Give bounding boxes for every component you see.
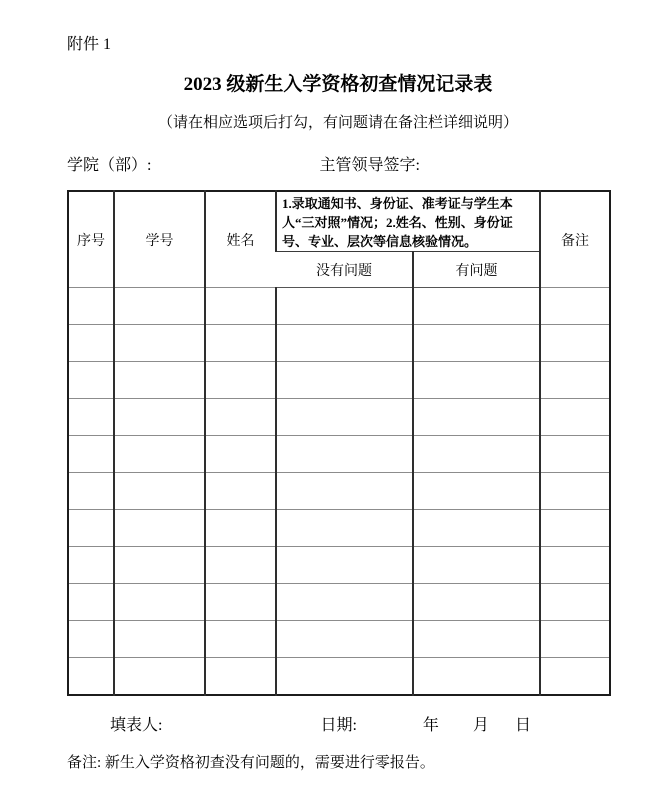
empty-cell bbox=[205, 436, 276, 473]
empty-cell bbox=[68, 436, 114, 473]
col-header-index: 序号 bbox=[77, 233, 105, 249]
attachment-label: 附件 1 bbox=[67, 36, 112, 53]
table-row bbox=[68, 621, 610, 658]
page-subtitle: （请在相应选项后打勾，有问题请在备注栏详细说明） bbox=[157, 115, 518, 131]
empty-cell bbox=[276, 436, 413, 473]
table-body bbox=[68, 288, 610, 695]
table-row bbox=[68, 547, 610, 584]
empty-cell bbox=[114, 325, 205, 362]
table-row bbox=[68, 362, 610, 399]
empty-cell bbox=[68, 510, 114, 547]
empty-cell bbox=[540, 658, 610, 695]
empty-cell bbox=[276, 658, 413, 695]
empty-cell bbox=[413, 436, 540, 473]
empty-cell bbox=[413, 658, 540, 695]
empty-cell bbox=[276, 473, 413, 510]
leader-signature-label: 主管领导签字: bbox=[319, 157, 420, 174]
empty-cell bbox=[276, 621, 413, 658]
empty-cell bbox=[276, 547, 413, 584]
year-label: 年 bbox=[422, 716, 439, 734]
table-row bbox=[68, 399, 610, 436]
col-header-student-id: 学号 bbox=[114, 191, 205, 288]
table-row bbox=[68, 658, 610, 695]
table-row bbox=[68, 510, 610, 547]
bottom-note: 备注: 新生入学资格初查没有问题的，需要进行零报告。 bbox=[67, 754, 435, 771]
empty-cell bbox=[114, 473, 205, 510]
empty-cell bbox=[68, 399, 114, 436]
empty-cell bbox=[68, 547, 114, 584]
empty-cell bbox=[540, 325, 610, 362]
empty-cell bbox=[205, 362, 276, 399]
col-header-name: 姓名 bbox=[205, 191, 276, 288]
empty-cell bbox=[540, 510, 610, 547]
empty-cell bbox=[114, 547, 205, 584]
footer-row bbox=[67, 715, 609, 737]
empty-cell bbox=[276, 325, 413, 362]
empty-cell bbox=[413, 325, 540, 362]
date-label: 日期: bbox=[320, 716, 357, 734]
empty-cell bbox=[413, 399, 540, 436]
empty-cell bbox=[276, 399, 413, 436]
empty-cell bbox=[205, 547, 276, 584]
empty-cell bbox=[68, 621, 114, 658]
filler-label: 填表人: bbox=[110, 716, 163, 734]
table-row bbox=[68, 288, 610, 325]
info-row bbox=[67, 155, 609, 177]
empty-cell bbox=[68, 584, 114, 621]
empty-cell bbox=[205, 473, 276, 510]
table-header bbox=[68, 191, 610, 288]
empty-cell bbox=[114, 288, 205, 325]
empty-cell bbox=[276, 584, 413, 621]
empty-cell bbox=[205, 658, 276, 695]
empty-cell bbox=[276, 510, 413, 547]
empty-cell bbox=[114, 436, 205, 473]
table-row bbox=[68, 436, 610, 473]
date-group bbox=[320, 715, 531, 737]
empty-cell bbox=[540, 473, 610, 510]
day-label: 日 bbox=[514, 716, 531, 734]
empty-cell bbox=[114, 621, 205, 658]
empty-cell bbox=[413, 288, 540, 325]
empty-cell bbox=[114, 584, 205, 621]
empty-cell bbox=[114, 362, 205, 399]
empty-cell bbox=[413, 621, 540, 658]
empty-cell bbox=[68, 362, 114, 399]
header-row-top bbox=[68, 191, 610, 252]
col-header-has-problem: 有问题 bbox=[413, 252, 540, 288]
empty-cell bbox=[413, 547, 540, 584]
empty-cell bbox=[205, 584, 276, 621]
empty-cell bbox=[114, 510, 205, 547]
college-label: 学院（部）: bbox=[67, 157, 152, 174]
empty-cell bbox=[68, 325, 114, 362]
col-header-no-problem: 没有问题 bbox=[276, 252, 413, 288]
empty-cell bbox=[540, 436, 610, 473]
empty-cell bbox=[114, 399, 205, 436]
empty-cell bbox=[540, 362, 610, 399]
empty-cell bbox=[540, 584, 610, 621]
empty-cell bbox=[413, 510, 540, 547]
empty-cell bbox=[413, 584, 540, 621]
record-table bbox=[67, 190, 611, 696]
empty-cell bbox=[540, 399, 610, 436]
empty-cell bbox=[540, 621, 610, 658]
table-row bbox=[68, 473, 610, 510]
empty-cell bbox=[205, 325, 276, 362]
empty-cell bbox=[205, 399, 276, 436]
empty-cell bbox=[540, 547, 610, 584]
empty-cell bbox=[413, 473, 540, 510]
table-row bbox=[68, 584, 610, 621]
empty-cell bbox=[205, 510, 276, 547]
empty-cell bbox=[68, 288, 114, 325]
table-row bbox=[68, 325, 610, 362]
empty-cell bbox=[276, 288, 413, 325]
empty-cell bbox=[205, 288, 276, 325]
empty-cell bbox=[540, 288, 610, 325]
empty-cell bbox=[114, 658, 205, 695]
empty-cell bbox=[413, 362, 540, 399]
empty-cell bbox=[68, 658, 114, 695]
col-header-remarks: 备注 bbox=[540, 191, 610, 288]
empty-cell bbox=[276, 362, 413, 399]
empty-cell bbox=[205, 621, 276, 658]
page-title: 2023 级新生入学资格初查情况记录表 bbox=[183, 74, 493, 95]
month-label: 月 bbox=[472, 716, 489, 734]
col-header-check-description: 1.录取通知书、身份证、准考证与学生本人“三对照”情况；2.姓名、性别、身份证号、专业、层次等信息核验情况。 bbox=[276, 191, 540, 252]
empty-cell bbox=[68, 473, 114, 510]
